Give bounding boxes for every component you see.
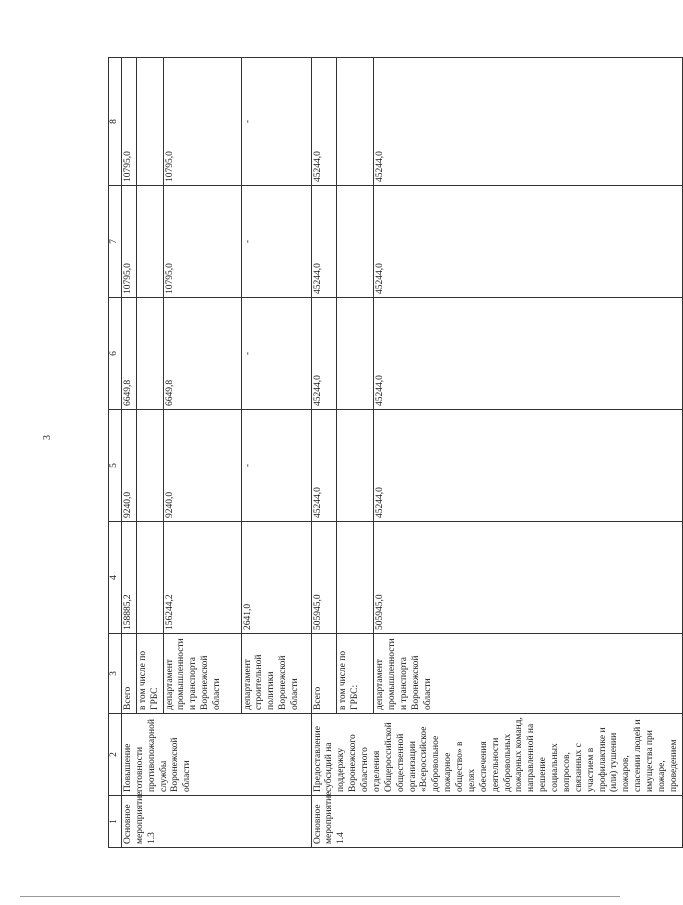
- value-cell: [336, 58, 373, 186]
- value-cell: 505945,0: [374, 522, 682, 634]
- value-cell: 10795,0: [163, 58, 241, 186]
- value-cell: -: [241, 298, 311, 410]
- activity-title: Основное мероприятие 1.4: [311, 796, 682, 848]
- value-cell: 156244,2: [163, 522, 241, 634]
- page-bottom-rule: [20, 896, 620, 897]
- row-label: в том числе по ГРБС: [136, 634, 163, 714]
- value-cell: 45244,0: [311, 410, 336, 522]
- value-cell: 158885,2: [121, 522, 136, 634]
- header-cell: 2: [109, 714, 122, 796]
- row-label: департамент промышленности и транспорта Воронежской области: [163, 634, 241, 714]
- value-cell: 10795,0: [121, 186, 136, 298]
- value-cell: [336, 186, 373, 298]
- value-cell: 9240,0: [121, 410, 136, 522]
- activity-name: Повышение готовности противопожарной службы Воронежской области: [121, 714, 311, 796]
- value-cell: [336, 298, 373, 410]
- value-cell: [136, 58, 163, 186]
- page-number: 3: [42, 435, 53, 440]
- header-cell: 7: [109, 186, 122, 298]
- value-cell: 45244,0: [311, 298, 336, 410]
- value-cell: [336, 410, 373, 522]
- value-cell: 9240,0: [163, 410, 241, 522]
- row-label: департамент промышленности и транспорта Воронежской области: [374, 634, 682, 714]
- activity-title: Основное мероприятие 1.3: [121, 796, 311, 848]
- header-cell: 4: [109, 522, 122, 634]
- header-cell: 3: [109, 634, 122, 714]
- value-cell: 6649,8: [163, 298, 241, 410]
- rotated-table-wrapper: [108, 58, 679, 848]
- value-cell: 10795,0: [163, 186, 241, 298]
- value-cell: 45244,0: [374, 298, 682, 410]
- value-cell: 2641,0: [241, 522, 311, 634]
- row-label: департамент строительной политики Воронежской области: [241, 634, 311, 714]
- value-cell: 45244,0: [374, 410, 682, 522]
- value-cell: 6649,8: [121, 298, 136, 410]
- value-cell: 10795,0: [121, 58, 136, 186]
- header-cell: 6: [109, 298, 122, 410]
- value-cell: -: [241, 186, 311, 298]
- value-cell: -: [241, 58, 311, 186]
- value-cell: 45244,0: [374, 186, 682, 298]
- value-cell: 45244,0: [374, 58, 682, 186]
- value-cell: [136, 298, 163, 410]
- row-label: Всего: [121, 634, 136, 714]
- value-cell: [136, 186, 163, 298]
- value-cell: -: [241, 410, 311, 522]
- value-cell: 45244,0: [311, 58, 336, 186]
- table-row: [121, 58, 136, 848]
- value-cell: 505945,0: [311, 522, 336, 634]
- header-cell: 8: [109, 58, 122, 186]
- value-cell: [136, 410, 163, 522]
- header-cell: 5: [109, 410, 122, 522]
- row-label: Всего: [311, 634, 336, 714]
- value-cell: [136, 522, 163, 634]
- activity-name: Предоставление субсидий на поддержку Воронежского областного отделения Общероссийской общественной организации «Всероссийское добровольное пожарное общество» в целях обеспечения деятельности добровольных пожарных команд, направленной на решение социальных вопросов, связанных с участием в профилактике и (или) тушении пожаров, спасении людей и имущества при пожаре, проведением: [311, 714, 682, 796]
- header-row: [109, 58, 122, 848]
- row-label: в том числе по ГРБС:: [336, 634, 373, 714]
- budget-table: [108, 57, 683, 848]
- value-cell: 45244,0: [311, 186, 336, 298]
- value-cell: [336, 522, 373, 634]
- header-cell: 1: [109, 796, 122, 848]
- table-row: [311, 58, 336, 848]
